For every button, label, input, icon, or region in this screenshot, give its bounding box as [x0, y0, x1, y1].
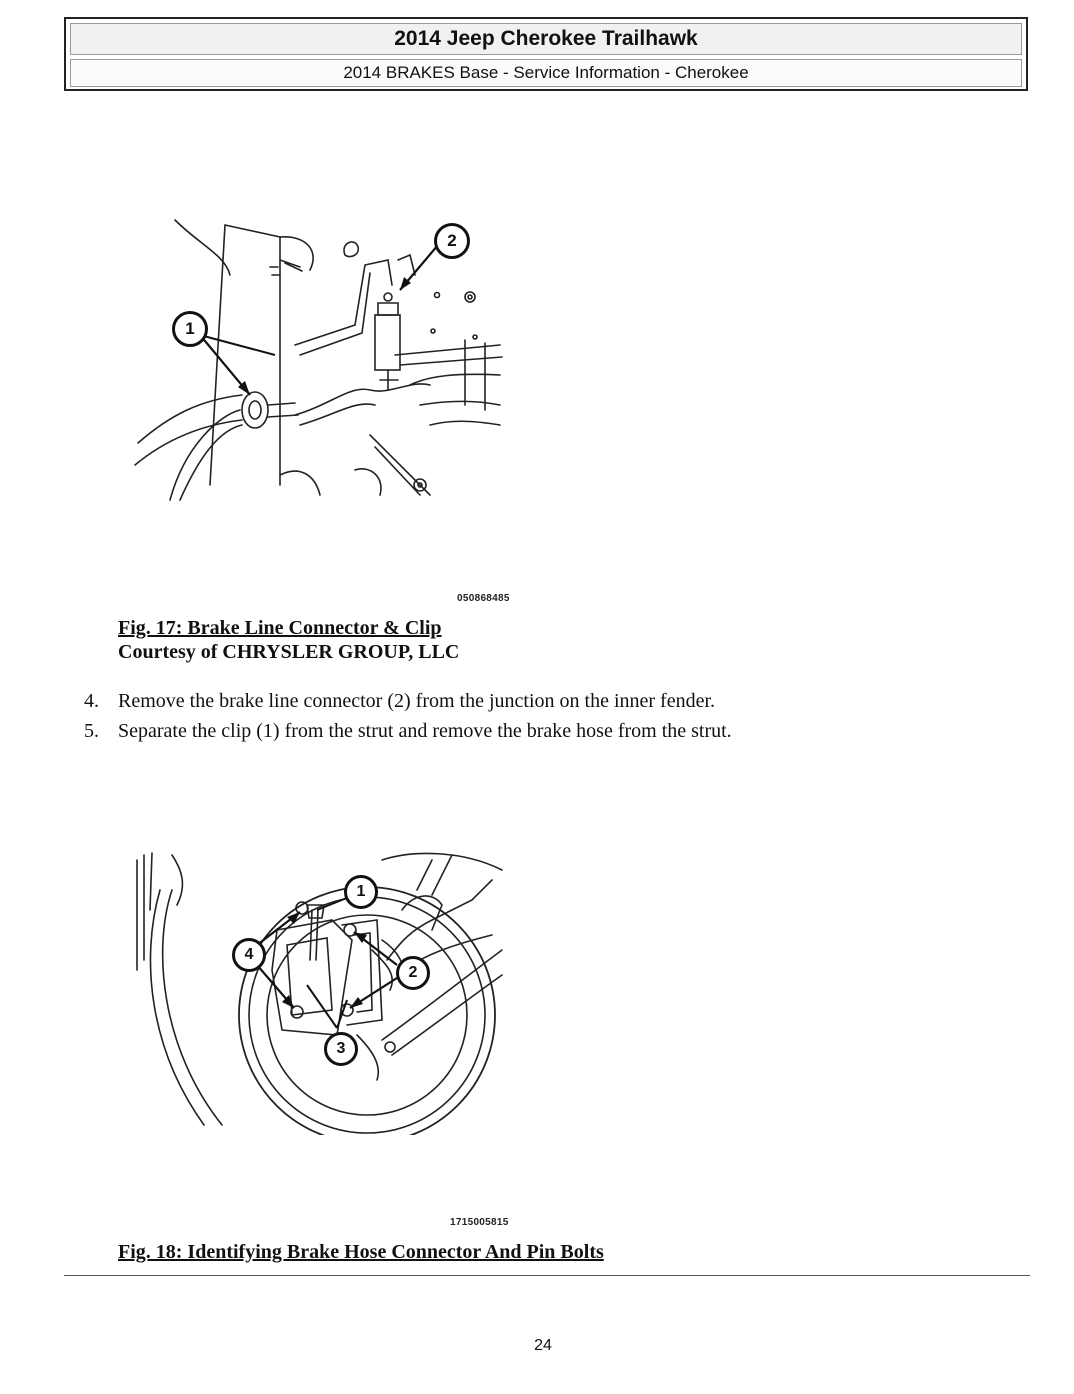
- step-number: 5.: [84, 720, 99, 742]
- figure-17-title: Fig. 17: Brake Line Connector & Clip: [118, 617, 442, 639]
- figure-18-title: Fig. 18: Identifying Brake Hose Connector And Pin Bolts: [118, 1241, 604, 1263]
- figure-18-illustration: [132, 850, 507, 1135]
- figure-17-courtesy: Courtesy of CHRYSLER GROUP, LLC: [118, 641, 460, 663]
- figure-17-code: 050868485: [457, 593, 510, 604]
- figure-18-caption: [118, 1240, 604, 1264]
- page-number: 24: [534, 1337, 552, 1354]
- callout-1-badge: 1: [172, 311, 208, 347]
- callout-1-badge: 1: [344, 875, 378, 909]
- callout-2-badge: 2: [434, 223, 470, 259]
- callout-4-badge: 4: [232, 938, 266, 972]
- step-item: [84, 686, 732, 716]
- figure-17-illustration: [130, 215, 510, 505]
- step-item: [84, 716, 732, 746]
- callout-2-badge: 2: [396, 956, 430, 990]
- step-text: Remove the brake line connector (2) from the junction on the inner fender.: [118, 690, 716, 712]
- figure-17-caption: [118, 616, 459, 664]
- callout-3-badge: 3: [324, 1032, 358, 1066]
- document-subtitle: 2014 BRAKES Base - Service Information - Cherokee: [70, 59, 1022, 87]
- step-text: Separate the clip (1) from the strut and remove the brake hose from the strut.: [118, 720, 732, 742]
- figure-18-code: 1715005815: [450, 1217, 509, 1228]
- document-title: 2014 Jeep Cherokee Trailhawk: [70, 23, 1022, 55]
- procedure-steps: [84, 686, 732, 746]
- footer-divider: [64, 1275, 1030, 1276]
- document-header: [64, 17, 1028, 91]
- step-number: 4.: [84, 690, 99, 712]
